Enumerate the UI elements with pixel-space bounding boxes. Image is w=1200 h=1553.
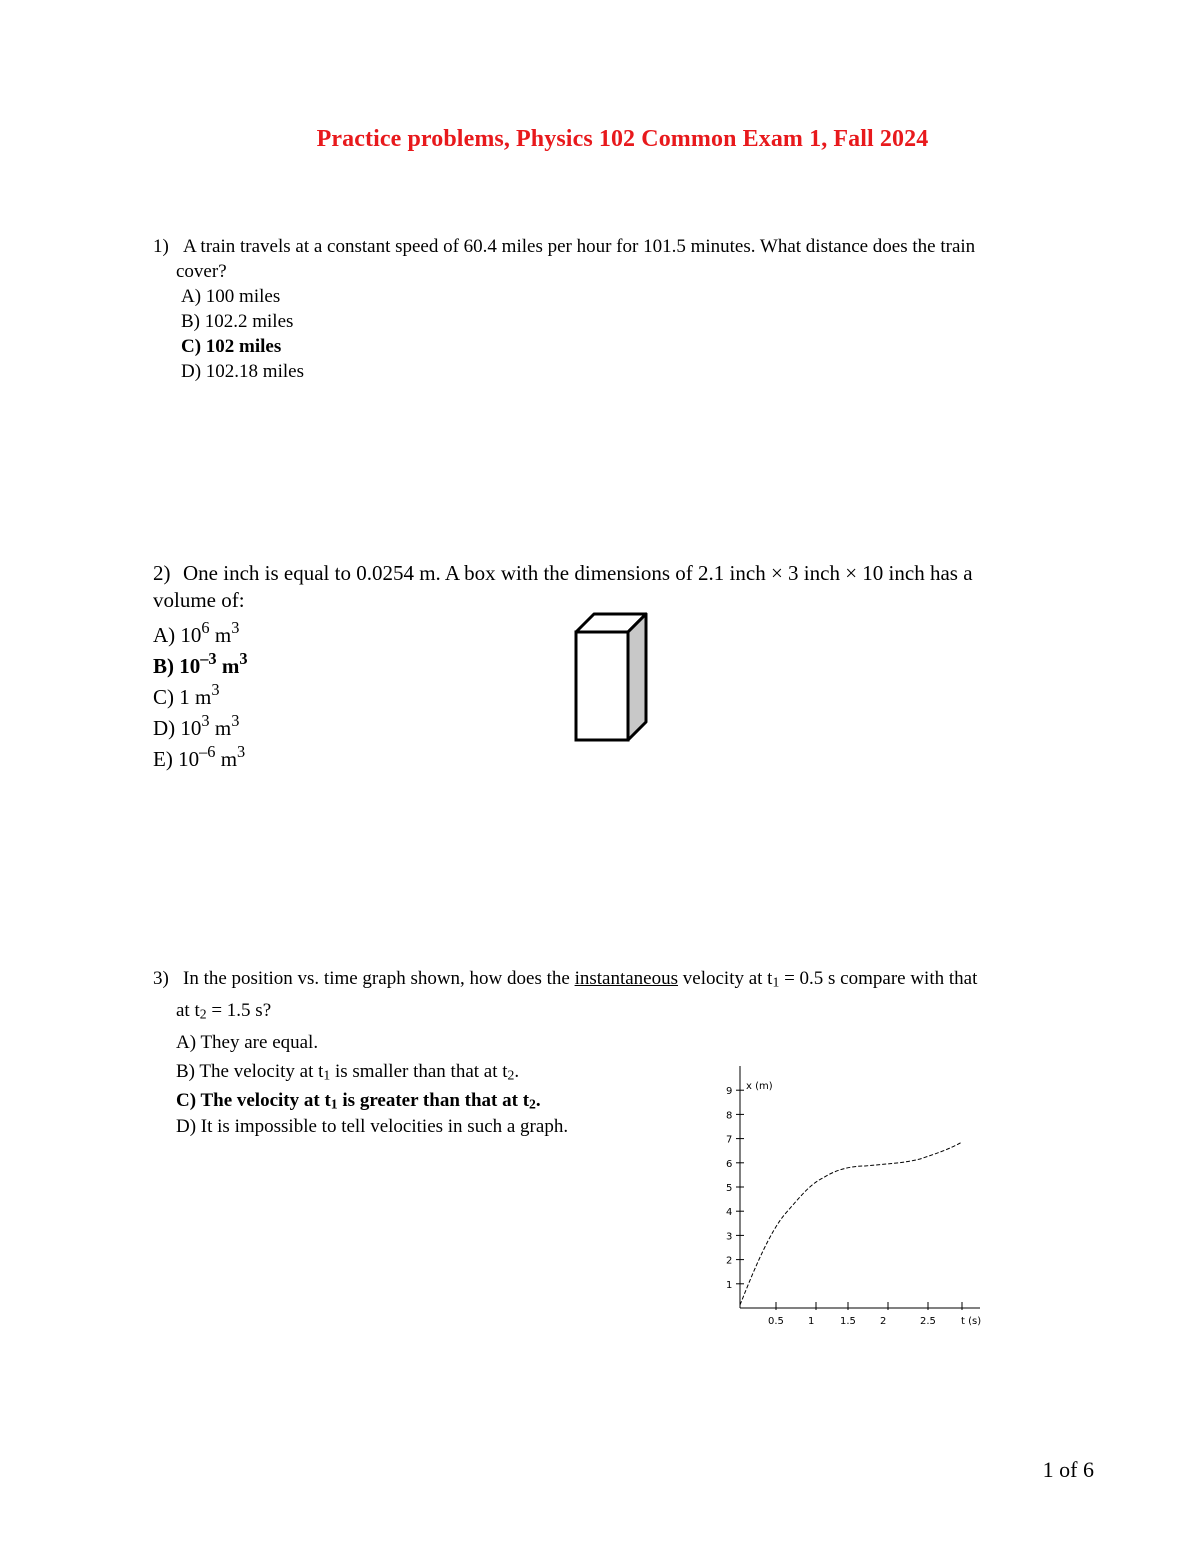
question-1	[153, 234, 1103, 384]
x-tick-label: 1	[808, 1316, 815, 1327]
question-number: 2)	[153, 561, 171, 585]
question-text: One inch is equal to 0.0254 m. A box with the dimensions of 2.1 inch × 3 inch × 10 inch has a	[183, 561, 973, 585]
option-b: B) The velocity at $t_1$ is smaller than that at $t_2$.	[176, 1061, 520, 1083]
box-illustration	[570, 610, 654, 746]
question-text-cont: at $t_2 = 1.5$ s?	[176, 1000, 272, 1022]
option-a: A) $10^6$ $m^3$	[153, 618, 240, 647]
x-tick-label: 1.5	[840, 1316, 856, 1327]
x-tick-label: 2.5	[920, 1316, 936, 1327]
y-tick-label: 9	[726, 1086, 733, 1098]
y-axis-label: x (m)	[746, 1081, 773, 1092]
question-text-cont: volume of:	[153, 588, 245, 612]
y-tick-label: 8	[726, 1110, 733, 1122]
option-c: C) 1 $m^3$	[153, 680, 220, 709]
y-tick-label: 6	[726, 1158, 733, 1170]
page-title: Practice problems, Physics 102 Common Exam 1, Fall 2024	[316, 126, 929, 152]
option-e: E) $10^{-6}$ $m^3$	[153, 742, 246, 771]
option-d: D) It is impossible to tell velocities in such a graph.	[176, 1116, 569, 1137]
y-tick-label: 7	[726, 1134, 733, 1146]
y-tick-label: 1	[726, 1279, 733, 1291]
page-number: 1 of 6	[1042, 1457, 1094, 1482]
option-a: A) They are equal.	[176, 1032, 319, 1053]
x-axis-label: t (s)	[961, 1316, 982, 1327]
underlined-term: instantaneous	[574, 968, 679, 989]
options-list	[153, 284, 1103, 384]
y-tick-label: 3	[726, 1231, 733, 1243]
y-tick-label: 2	[726, 1255, 733, 1267]
question-number: 3)	[153, 968, 169, 989]
y-tick-label: 4	[726, 1207, 733, 1219]
question-3: 3) In the position vs. time graph shown, how does the instantaneous velocity at $t_1 = 0.5$ s compare with that at $t_2 = 1.5$ s? A) They are equal. B) The velocity at $t_1$ is smaller than that at $t_2$. C) The velocity at $t_1$ is greater than that at $t_2$. D) It is impossible to tell velocities in such a graph.	[153, 964, 1103, 1139]
position-curve	[740, 1142, 962, 1305]
x-tick-label: 2	[880, 1316, 887, 1327]
option-d: D) 102.18 miles	[181, 361, 304, 382]
question-text: A train travels at a constant speed of 60.4 miles per hour for 101.5 minutes. What distance does the train	[183, 236, 976, 257]
question-text-cont: cover?	[176, 261, 227, 282]
option-d: D) $10^3$ $m^3$	[153, 711, 240, 740]
option-b: B) $10^{-3}$ $m^3$	[153, 649, 248, 678]
option-b: B) 102.2 miles	[181, 311, 294, 332]
y-axis-ticks	[726, 1086, 744, 1291]
question-number: 1)	[153, 236, 169, 257]
x-axis-ticks	[768, 1302, 962, 1327]
option-c: C) 102 miles	[181, 336, 282, 357]
position-time-graph	[710, 1062, 1000, 1337]
option-c: C) The velocity at $t_1$ is greater than that at $t_2$.	[176, 1090, 541, 1112]
x-tick-label: 0.5	[768, 1316, 784, 1327]
option-a: A) 100 miles	[181, 286, 281, 307]
y-tick-label: 5	[726, 1183, 733, 1194]
